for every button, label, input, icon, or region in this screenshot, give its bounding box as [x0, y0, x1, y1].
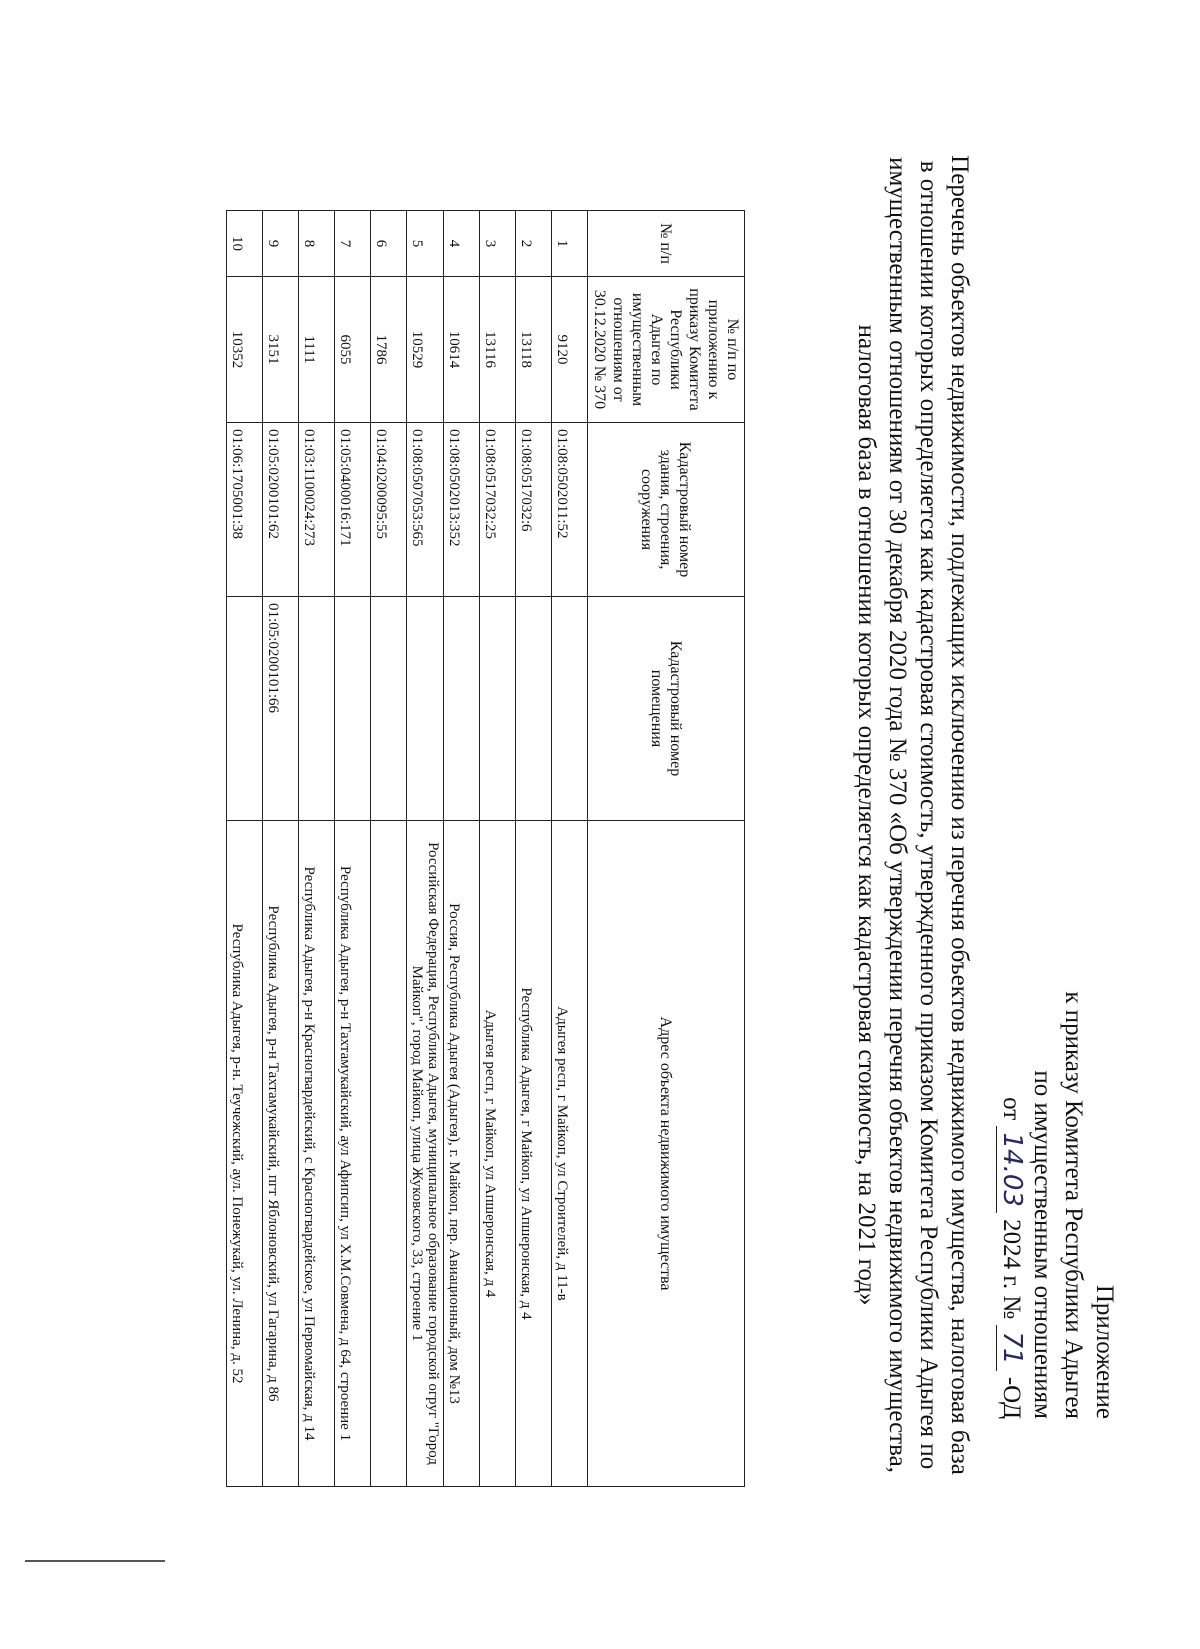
- cell-room-cadastral: [227, 597, 263, 821]
- cell-building-cadastral: 01:03:1100024:273: [299, 423, 335, 597]
- handwritten-order-number: 71: [996, 1325, 1027, 1370]
- table-row: [263, 211, 299, 1487]
- cell-building-cadastral: 01:08:0502013:352: [444, 423, 480, 597]
- cell-building-cadastral: 01:05:0200101:62: [263, 423, 299, 597]
- cell-reference: 9120: [552, 277, 588, 423]
- cell-reference: 13118: [516, 277, 552, 423]
- cell-address: Республика Адыгея, р-н. Теучежский, аул. Понежукай, ул. Ленина, д. 52: [227, 821, 263, 1487]
- cell-room-cadastral: [552, 597, 588, 821]
- order-issuer: к приказу Комитета Республики Адыгея: [1060, 991, 1087, 1419]
- cell-room-cadastral: [335, 597, 371, 821]
- cell-address: Республика Адыгея, р-н Красногвардейский, с Красногвардейское, ул Первомайская, д 14: [299, 821, 335, 1487]
- appendix-label: Приложение: [1091, 1284, 1118, 1419]
- cell-number: 4: [444, 211, 480, 277]
- cell-reference: 1111: [299, 277, 335, 423]
- table-row: [480, 211, 516, 1487]
- cell-address: Российская Федерация, Республика Адыгея, муниципальное образование городской огруг "Город Майкоп", город Майкоп, улица Жуковского, 33, строение 1: [407, 821, 444, 1487]
- order-suffix: -ОД: [998, 1376, 1025, 1419]
- table-row: [444, 211, 480, 1487]
- cell-building-cadastral: 01:08:0517032:6: [516, 423, 552, 597]
- column-header-number: № п/п: [588, 211, 745, 277]
- cell-building-cadastral: 01:06:1705001:38: [227, 423, 263, 597]
- table-row: [552, 211, 588, 1487]
- column-header-room-cadastral: Кадастровый номер помещения: [588, 597, 745, 821]
- cell-room-cadastral: 01:05:0200101:66: [263, 597, 299, 821]
- cell-address: Республика Адыгея, р-н Тахтамукайский, пгт Яблоновский, ул Гагарина, д 86: [263, 821, 299, 1487]
- cell-reference: 13116: [480, 277, 516, 423]
- cell-number: 6: [371, 211, 407, 277]
- cell-number: 7: [335, 211, 371, 277]
- order-issuer-dept: по имущественным отношениям: [1029, 1070, 1056, 1419]
- page-edge-mark: [25, 1560, 165, 1562]
- table-row: [516, 211, 552, 1487]
- cell-number: 1: [552, 211, 588, 277]
- table-row: [407, 211, 444, 1487]
- cell-reference: 10614: [444, 277, 480, 423]
- cell-number: 3: [480, 211, 516, 277]
- cell-reference: 1786: [371, 277, 407, 423]
- cell-building-cadastral: 01:05:0400016:171: [335, 423, 371, 597]
- cell-room-cadastral: [444, 597, 480, 821]
- cell-address: Адыгея респ, г Майкоп, ул Апшеронская, д 4: [480, 821, 516, 1487]
- cell-building-cadastral: 01:08:0517032:25: [480, 423, 516, 597]
- cell-reference: 10352: [227, 277, 263, 423]
- cell-number: 9: [263, 211, 299, 277]
- cell-number: 5: [407, 211, 444, 277]
- cell-address: Республика Адыгея, р-н Тахтамукайский, аул Афипсип, ул Х.М.Совмена, д 64, строение 1: [335, 821, 371, 1487]
- handwritten-order-date: 14.03: [996, 1126, 1027, 1212]
- cell-building-cadastral: 01:08:0507053:565: [407, 423, 444, 597]
- table-header-row: [588, 211, 745, 1487]
- cell-room-cadastral: [407, 597, 444, 821]
- appendix-header: [996, 991, 1120, 1419]
- order-year: 2024 г. №: [998, 1219, 1025, 1320]
- cell-room-cadastral: [480, 597, 516, 821]
- cell-number: 8: [299, 211, 335, 277]
- table-row: [371, 211, 407, 1487]
- cell-address: Республика Адыгея, г Майкоп, ул Апшеронская, д 4: [516, 821, 552, 1487]
- table-row: [335, 211, 371, 1487]
- cell-reference: 3151: [263, 277, 299, 423]
- cell-number: 10: [227, 211, 263, 277]
- document-title: Перечень объектов недвижимости, подлежащих исключению из перечня объектов недвижимого имущества, налоговая база в отношении которых определяется как кадастровая стоимость, утвержденного приказом Комитета Республики Адыгея по имущественным отношениям от 30 декабря 2020 года № 370 «Об утверждении перечня объектов недвижимого имущества, налоговая база в отношении которых определяется как кадастровая стоимость, на 2021 год»: [853, 155, 973, 1475]
- column-header-reference: № п/п по приложению к приказу Комитета Республики Адыгея по имущественным отношениям от 30.12.2020 № 370: [588, 277, 745, 423]
- cell-number: 2: [516, 211, 552, 277]
- property-table: [226, 210, 745, 1487]
- cell-address: Адыгея респ, г Майкоп, ул Строителей, д 11-в: [552, 821, 588, 1487]
- order-reference: [996, 991, 1027, 1419]
- table-row: [227, 211, 263, 1487]
- table-row: [299, 211, 335, 1487]
- column-header-address: Адрес объекта недвижимого имущества: [588, 821, 745, 1487]
- cell-reference: 6055: [335, 277, 371, 423]
- cell-building-cadastral: 01:04:0200095:55: [371, 423, 407, 597]
- cell-room-cadastral: [371, 597, 407, 821]
- cell-address: [371, 821, 407, 1487]
- cell-address: Россия, Республика Адыгея (Адыгея), г. Майкоп, пер. Авиационный, дом №13: [444, 821, 480, 1487]
- cell-building-cadastral: 01:08:0502011:52: [552, 423, 588, 597]
- cell-room-cadastral: [299, 597, 335, 821]
- column-header-building-cadastral: Кадастровый номер здания, строения, сооружения: [588, 423, 745, 597]
- cell-reference: 10529: [407, 277, 444, 423]
- cell-room-cadastral: [516, 597, 552, 821]
- order-prefix: от: [998, 1097, 1025, 1121]
